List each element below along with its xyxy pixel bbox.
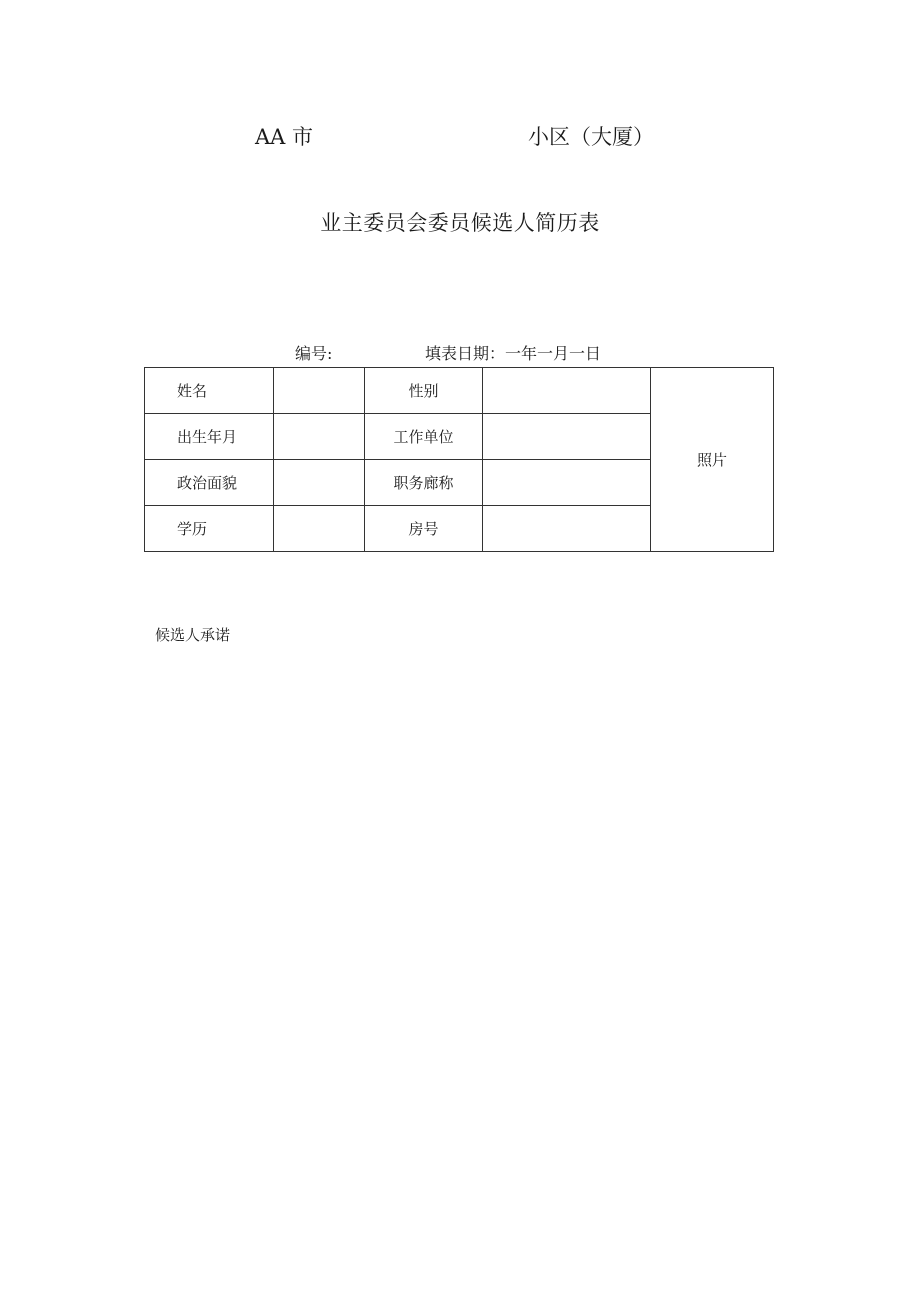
community-heading: 小区（大厦） [528, 125, 654, 149]
room-number-value[interactable] [483, 506, 651, 552]
birth-date-value[interactable] [274, 414, 365, 460]
room-number-label: 房号 [365, 506, 483, 552]
gender-label: 性别 [365, 368, 483, 414]
candidate-resume-table [144, 367, 774, 552]
employer-label: 工作单位 [365, 414, 483, 460]
job-title-label: 职务廊称 [365, 460, 483, 506]
form-number-label: 编号: [295, 344, 333, 363]
employer-value[interactable] [483, 414, 651, 460]
fill-date-label: 填表日期：一年一月一日 [425, 344, 602, 363]
job-title-value[interactable] [483, 460, 651, 506]
political-status-value[interactable] [274, 460, 365, 506]
city-heading: AA 市 [255, 125, 314, 149]
gender-value[interactable] [483, 368, 651, 414]
name-value[interactable] [274, 368, 365, 414]
document-title: 业主委员会委员候选人简历表 [320, 211, 600, 235]
photo-cell: 照片 [651, 368, 774, 552]
political-status-label: 政治面貌 [145, 460, 274, 506]
education-label: 学历 [145, 506, 274, 552]
candidate-promise-label: 候选人承诺 [155, 626, 231, 644]
education-value[interactable] [274, 506, 365, 552]
name-label: 姓名 [145, 368, 274, 414]
birth-date-label: 出生年月 [145, 414, 274, 460]
table-row [145, 368, 774, 414]
